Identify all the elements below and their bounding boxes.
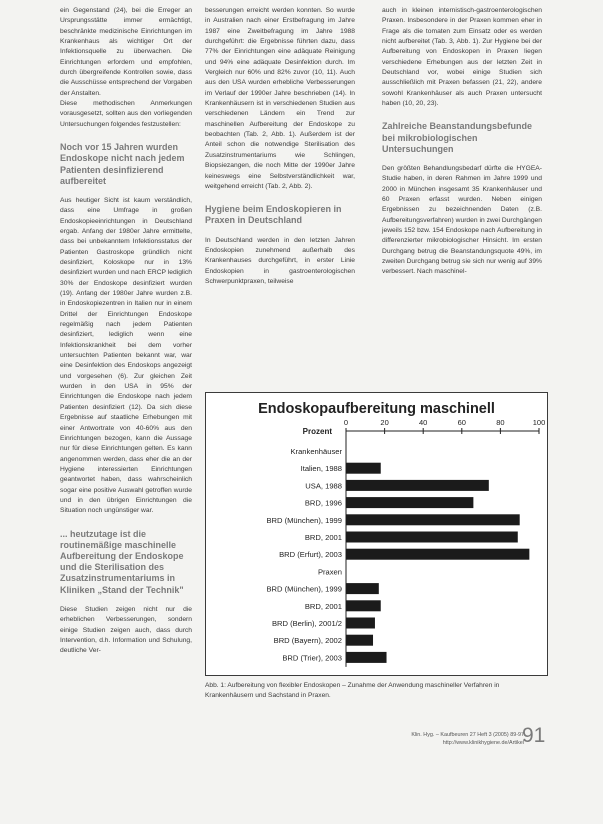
category-label: Italien, 1988 (300, 464, 342, 474)
bar (346, 583, 379, 594)
category-label: USA, 1988 (305, 481, 342, 491)
bar (346, 532, 518, 543)
paragraph: In Deutschland werden in den letzten Jahren Endoskopien zunehmend außerhalb des Krankenhauses durchgeführt, in erster Linie Endoskopien in gastroenterologischen Schwerpunktpraxen, teilweise (205, 236, 355, 285)
x-tick-label: 20 (380, 418, 389, 427)
page-number: 91 (522, 724, 546, 747)
bar (346, 480, 489, 491)
text-column-2 (205, 6, 355, 287)
chart-title: Endoskopaufbereitung maschinell (258, 401, 495, 417)
x-tick-label: 80 (496, 418, 505, 427)
category-label: BRD, 2001 (304, 533, 342, 542)
section-heading: Hygiene beim Endoskopieren in Praxen in Deutschland (205, 204, 342, 226)
category-label: BRD (Trier), 2003 (282, 653, 342, 663)
bar (346, 600, 381, 611)
bar (346, 497, 473, 508)
paragraph: Diese Studien zeigen nicht nur die erheblichen Verbesserungen, sondern einige Studien zeigen auch, dass durch Intervention, d.h. Information und Schulung, deutliche Ver- (60, 605, 192, 655)
x-tick-label: 60 (457, 418, 466, 427)
category-group-label: Krankenhäuser (290, 447, 342, 456)
category-label: BRD (Berlin), 2001/2 (271, 619, 342, 628)
category-label: BRD, 2001 (304, 601, 342, 611)
section-heading: Zahlreiche Beanstandungsbefunde bei mikrobiologischen Untersuchungen (382, 121, 533, 154)
x-tick-label: 100 (532, 418, 546, 427)
paragraph: Den größten Behandlungsbedarf dürfte die HYGEA-Studie haben, in deren Rahmen im Jahre 1999 und 2000 in München insgesamt 35 Krankenhäuser und 60 Praxen erfasst wurden. Neben einigen Ergebnissen zu bezeichnenden Daten (z.B. Aufbereitungsverfahren) wurden in zwei Durchgängen jeweils 152 bzw. 154 Endoskope nach Aufbereitung in differenzierter mikrobiologischer Hinsicht. Im ersten Durchgang betrug die Beanstandungsquote 49%, im zweiten Durchgang betrug sie sich nur wenig auf 39% verbessert. Nach maschinel- (382, 165, 542, 276)
category-group-label: Praxen (317, 567, 342, 577)
paragraph: ein Gegenstand (24), bei die Erreger an Ursprungsstätte immer ermächtigt, beschränkte medizinische Einrichtungen im Krankenhaus als wichtiger Ort der Infektionsquelle zu überwachen. Die Einrichtungen erfordern und empfohlen, durch übergreifende Kontrollen sowie, dass die Ausschüsse entsprechend der Vorgaben der Anstalten. (60, 7, 192, 97)
category-label: BRD (München), 1999 (266, 584, 342, 594)
bar (346, 549, 529, 560)
section-heading: ... heutzutage ist die routinemäßige maschinelle Aufbereitung der Endoskope und die Sterilisation des Zusatzinstrumentariums in Kliniken „Stand der Technik" (60, 528, 184, 595)
bar (346, 514, 520, 525)
text-column-3 (382, 6, 542, 278)
figure-caption: Abb. 1: Aufbereitung von flexibler Endoskopen – Zunahme der Anwendung maschineller Verfahren in Krankenhäusern und Sachstand in Praxen. (205, 682, 500, 699)
footer-citation (382, 731, 524, 748)
x-tick-label: 40 (419, 418, 428, 427)
paragraph: Aus heutiger Sicht ist kaum verständlich, dass eine Umfrage in großen Endoskopieeinrichtungen in Deutschland ergab. Anfang der 1980er Jahre ermittelte, dass bei unbekanntem Infektionsstatus der Patienten Gastroskope gründlich nicht desinfiziert, Koloskope nur in 13% desinfiziert wurden und nach ERCP lediglich 30% der Endoskope desinfiziert wurden (19). Anfang der 1980er Jahre wurden z.B. in Endoskopiezentren in Italien nur in einem Drittel der Einrichtungen Endoskope regelmäßig nach jedem Patienten desinfiziert, lediglich wenn eine Infektionskrankheit bei dem vorher untersuchten Patienten bekannt war, war eine Desinfektion des Endoskops angezeigt und vorgesehen (6). Zur gleichen Zeit wurden in den USA in 95% der Einrichtungen die Endoskope nach jedem Patienten desinfiziert (12). Da sich diese Ergebnisse auf staatliche Erhebungen mit einer Antwortrate von 40-60% aus den Einrichtungen bezogen, kann die Aussage nur für diese Einrichtungen gelten. Es kann angenommen werden, dass eher die an der Hygiene interessierten Einrichtungen geantwortet haben, dass wahrscheinlich sogar eine positive Auswahl getroffen wurde und in den übrigen Einrichtungen die Situation noch ungünstiger war. (60, 196, 192, 515)
bar (346, 652, 387, 663)
bar (346, 463, 381, 474)
category-label: BRD (München), 1999 (266, 515, 342, 525)
paragraph: besserungen erreicht werden konnten. So wurde in Australien nach einer Erstbefragung im Jahre 1987 eine Zweitbefragung im Jahre 1988 durchgeführt: die Ergebnisse führten dazu, dass 77% der Einrichtungen eine adäquate Reinigung und 94% eine adäquate Desinfektion durch. Im Vergleich nur 60% und 82% zuvor (10, 11). Auch aus den USA wurden erhebliche Verbesserungen im Verlauf der 1990er Jahre beschrieben (14). In Krankenhäusern ist in verschiedenen Studien aus verschiedenen Ländern ein Trend zur maschinellen Aufbereitung der Endoskope zu beobachten (Tab. 2, Abb. 1). Außerdem ist der Anteil schon die notwendige Sterilisation des Zusatzinstrumentariums wie Schlingen, Biopsiezangen, die noch Mitte der 1990er Jahre keineswegs eine Selbstverständlichkeit war, weitgehend erreicht (Tab. 2, Abb. 2). (205, 7, 355, 190)
x-tick-label: 0 (343, 418, 349, 427)
paragraph: auch in kleinen internistisch-gastroenterologischen Praxen. Insbesondere in der Praxen kommen eher in Frage als die tomaten zum Einsatz oder es werden nicht aufbereitet (Tab. 3, Abb. 1). Zur Hygiene bei der Aufbereitung von Endoskopen in Praxen liegen verschiedene Erhebungen aus der letzten Zeit in Deutschland vor, wobei einige Studien sich ausschließlich mit Praxen befassen (21, 22), andere sowohl Krankenhäuser als auch Praxen untersucht haben (10, 20, 23). (382, 7, 542, 108)
bar-chart (206, 393, 547, 675)
chart-figure (205, 392, 548, 676)
journal-url: http://www.klinikhygiene.de/Artikel (442, 740, 524, 747)
bar (346, 618, 375, 629)
category-label: BRD, 1996 (304, 498, 342, 508)
category-label: BRD (Bayern), 2002 (273, 636, 342, 646)
x-axis-label: Prozent (302, 427, 332, 436)
category-label: BRD (Erfurt), 2003 (279, 550, 342, 560)
journal-reference: Klin. Hyg. – Kaufbeuren 27 Heft 3 (2005) 89-97 (411, 732, 524, 738)
section-heading: Noch vor 15 Jahren wurden Endoskope nicht nach jedem Patienten desinfizierend aufbereitet (60, 142, 185, 186)
text-column-1 (60, 6, 192, 657)
bar (346, 635, 373, 646)
paragraph: Diese methodischen Anmerkungen vorausgesetzt, sollten aus den vorliegenden Untersuchungen folgendes festzustellen: (60, 100, 192, 128)
